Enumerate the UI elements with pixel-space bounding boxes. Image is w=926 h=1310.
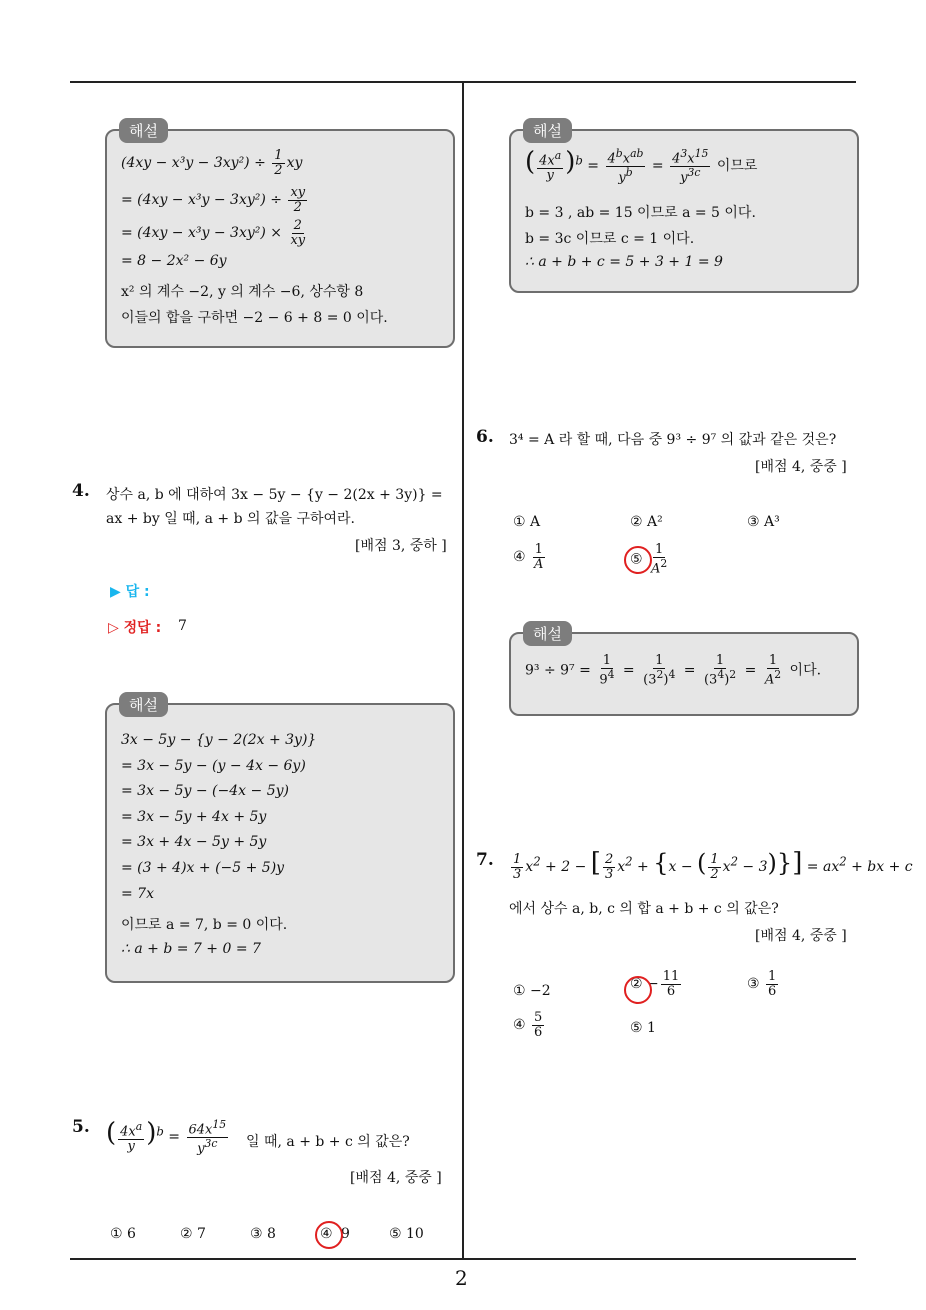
choice-1[interactable]: ① −2 (513, 983, 551, 999)
question-expression: ( $\frac{4x^a}{y}$ )$^b$ = $\frac{64x^{15}}{y^{3c}}$ (106, 1117, 227, 1156)
question-text: ax + by 일 때, a + b 의 값을 구하여라. (106, 511, 356, 527)
question-score: [배점 4, 중중 ] (755, 928, 847, 944)
selected-answer-circle (624, 546, 652, 574)
solution-line: = (4xy − x³y − 3xy²) ÷ (121, 192, 287, 209)
solution-line: (4xy − x³y − 3xy²) ÷ (121, 155, 271, 172)
solution-line: ∴ a + b + c = 5 + 3 + 1 = 9 (525, 254, 723, 270)
solution-tag: 해설 (523, 118, 572, 143)
choice-5[interactable]: ⑤ 1 (630, 1020, 656, 1036)
choice-5[interactable]: ⑤ $\frac{1}{A^2}$ (630, 542, 668, 576)
question-number: 4. (72, 481, 90, 501)
solution-tag: 해설 (119, 692, 168, 717)
solution-tag: 해설 (523, 621, 572, 646)
page-number: 2 (455, 1266, 468, 1290)
choice-5[interactable]: ⑤ 10 (389, 1226, 424, 1242)
solution-line: = (4xy − x³y − 3xy²) × (121, 225, 287, 242)
choice-2[interactable]: ② − $\frac{11}{6}$ (630, 969, 680, 999)
question-text: 3⁴ = A 라 할 때, 다음 중 9³ ÷ 9⁷ 의 값과 같은 것은? (509, 432, 837, 448)
column-divider (462, 83, 464, 1258)
question-text: 일 때, a + b + c 의 값은? (246, 1134, 410, 1150)
correct-answer-value: 7 (178, 618, 187, 634)
choice-1[interactable]: ① A (513, 514, 541, 530)
solution-line: = (3 + 4)x + (−5 + 5)y (121, 860, 285, 876)
solution-line: 9³ ÷ 9⁷ = $\frac{1}{9^4}$ = $\frac{1}{(3^2)^4}$ = $\frac{1}{(3^4)^2}$ = $\frac{1}{A^2}$ 이다. (525, 653, 822, 687)
choice-2[interactable]: ② A² (630, 514, 663, 530)
solution-line: 이들의 합을 구하면 −2 − 6 + 8 = 0 이다. (121, 310, 388, 326)
choice-4[interactable]: ④ $\frac{1}{A}$ (513, 542, 544, 572)
question-expression: $\frac{1}{3}$ $x^2 + 2$ − [ $\frac{2}{3}$ $x^2 + \{x$ − ( $\frac{1}{2}$ $x^2 - 3)\}] = ax^2$ + bx + c (513, 848, 913, 882)
selected-answer-circle (315, 1221, 343, 1249)
question-score: [배점 4, 중중 ] (755, 459, 847, 475)
answer-label: ▶ 답 : (110, 584, 150, 600)
question-number: 5. (72, 1117, 90, 1137)
selected-answer-circle (624, 976, 652, 1004)
solution-line: 이므로 a = 7, b = 0 이다. (121, 917, 288, 933)
solution-line: x² 의 계수 −2, y 의 계수 −6, 상수항 8 (121, 284, 364, 300)
choice-3[interactable]: ③ $\frac{1}{6}$ (747, 969, 777, 999)
choice-3[interactable]: ③ A³ (747, 514, 780, 530)
choice-2[interactable]: ② 7 (180, 1226, 206, 1242)
question-text: 에서 상수 a, b, c 의 합 a + b + c 의 값은? (509, 901, 779, 917)
solution-line: = 8 − 2x² − 6y (121, 253, 227, 269)
solution-box-q4 (105, 696, 455, 983)
solution-line: b = 3c 이므로 c = 1 이다. (525, 231, 695, 247)
solution-line: = 7x (121, 886, 154, 902)
choice-4[interactable]: ④ $\frac{5}{6}$ (513, 1010, 543, 1040)
choice-3[interactable]: ③ 8 (250, 1226, 276, 1242)
question-text: 상수 a, b 에 대하여 3x − 5y − {y − 2(2x + 3y)} = (106, 487, 443, 503)
solution-line: = 3x + 4x − 5y + 5y (121, 834, 267, 850)
solution-line: ∴ a + b = 7 + 0 = 7 (121, 941, 261, 957)
solution-tag: 해설 (119, 118, 168, 143)
bottom-rule (70, 1258, 856, 1260)
solution-line: 3x − 5y − {y − 2(2x + 3y)} (121, 732, 317, 748)
question-score: [배점 4, 중중 ] (350, 1170, 442, 1186)
solution-line: = 3x − 5y − (y − 4x − 6y) (121, 758, 306, 774)
correct-answer-label: ▷ 정답 : (108, 620, 162, 636)
question-number: 7. (476, 850, 494, 870)
choice-4[interactable]: ④ (320, 1226, 333, 1242)
question-number: 6. (476, 427, 494, 447)
solution-box-q3: 해설 (4xy − x³y − 3xy²) ÷ $\frac{1}{2}$ xy = (4xy − x³y − 3xy²) ÷ $\frac{xy}{2}$ = (4xy − x³y − 3xy²) × $\frac{2}{xy}$ = 8 − 2x² − 6y x² 의 계수 −2, y 의 계수 −6, 상수항 8 이들의 합을 구하면 −2 − 6 + 8 = 0 이다. (105, 129, 455, 348)
choice-4-value: 9 (341, 1226, 350, 1242)
solution-line: = 3x − 5y − (−4x − 5y) (121, 783, 289, 799)
solution-box-q6 (509, 625, 859, 716)
question-score: [배점 3, 중하 ] (355, 538, 447, 554)
solution-line: ( $\frac{4x^a}{y}$ )$^b$ = $\frac{4^bx^{ab}}{y^b}$ = $\frac{4^3x^{15}}{y^{3c}}$ 이므로 (525, 146, 758, 185)
choice-1[interactable]: ① 6 (110, 1226, 136, 1242)
solution-line: = 3x − 5y + 4x + 5y (121, 809, 267, 825)
solution-line: b = 3 , ab = 15 이므로 a = 5 이다. (525, 205, 756, 221)
solution-box-q5 (509, 122, 859, 293)
